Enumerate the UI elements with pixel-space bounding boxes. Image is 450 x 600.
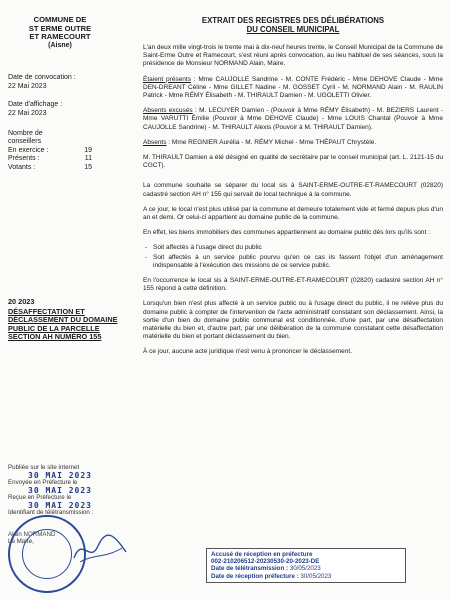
prefecture-receipt-box	[206, 548, 406, 583]
absents-text: : Mme REGNIER Aurélia - M. RÉMY Michel - Mme THÉPAUT Chrystèle.	[166, 138, 377, 146]
body-paragraph-4: En l'occurrence le local sis à SAINT-ERME-OUTRE-ET-RAMECOURT (02820) cadastré section AH n° 155 répond à cette définition.	[143, 277, 443, 293]
affichage-date: 22 Mai 2023	[8, 109, 47, 117]
presents-text: : Mme CAUJOLLE Sandrine - M. CONTE Frédéric - Mme DEHOVE Claude - Mme DEN-DREANT Céline - Mme GILLET Nadine - M. GOSSET Cyril - M. NORMAND Alain - M. RAULIN Patrick - Mme RÉMY Élisabeth - M. THIRAULT Damien - M. UGOLETTI Olivier.	[143, 75, 443, 100]
deliberation-heading	[8, 298, 134, 342]
count-row: Présents : 11	[8, 155, 92, 163]
presents-label: Étaient présents	[143, 75, 191, 83]
sent-label: Envoyée en Préfecture le	[8, 479, 78, 486]
receipt-title: Accusé de réception en préfecture	[211, 551, 313, 558]
body-paragraph-6: À ce jour, aucune acte juridique n'est venu à prononcer le déclassement.	[143, 348, 353, 356]
title-line-1: EXTRAIT DES REGISTRES DES DÉLIBÉRATIONS	[201, 16, 385, 25]
received-label: Reçue en Préfecture le	[8, 494, 72, 501]
commune-header	[8, 16, 112, 50]
commune-line-3: ET RAMECOURT	[29, 32, 91, 42]
deliberation-title: DÉSAFFECTATION ET DÉCLASSEMENT DU DOMAINE PUBLIC DE LA PARCELLE SECTION AH NUMÉRO 155	[8, 306, 118, 342]
published-date: 30 MAI 2023	[28, 470, 92, 480]
transmission-id-label: Identifiant de télétransmission :	[8, 509, 94, 516]
receipt-transmission-date: Date de télétransmission : 30/05/2023	[211, 565, 321, 573]
signer-role: Le Maire,	[8, 538, 34, 545]
conditions-list	[143, 244, 443, 270]
body-paragraph-1: La commune souhaite se séparer du local sis à SAINT-ERME-OUTRE-ET-RAMECOURT (02820) cadastré section AH n° 155 qui servait de local technique à la commune.	[143, 182, 443, 198]
received-date: 30 MAI 2023	[28, 500, 92, 510]
absents-excused-paragraph	[143, 107, 443, 132]
receipt-id: 002-210206512-20230530-20-2023-DE	[211, 558, 320, 566]
title-line-2: DU CONSEIL MUNICIPAL	[246, 25, 340, 34]
convocation-date: 22 Mai 2023	[8, 82, 47, 90]
list-item: - Soit affectés à l'usage direct du public	[143, 244, 443, 252]
presents-paragraph	[143, 76, 443, 101]
commune-line-2: ST ERME OUTRE	[28, 23, 92, 33]
department: (Aisne)	[48, 41, 72, 49]
published-label: Publiée sur le site internet	[8, 464, 80, 471]
body-paragraph-2: A ce jour, le local n'est plus utilisé par la commune et demeure totalement vide et fermé depuis plus d'un an et demi. Or celui-ci appartient au domaine public de la commune.	[143, 205, 443, 222]
count-row: En exercice : 19	[8, 146, 92, 154]
signer-name: Alain NORMAND	[8, 530, 56, 538]
councillor-counts	[8, 130, 134, 172]
document-title	[143, 16, 443, 34]
convocation-label: Date de convocation :	[8, 74, 76, 82]
intro-paragraph: L'an deux mille vingt-trois le trente mai à dix-neuf heures trente, le Conseil Municipal de la Commune de Saint-Erme Outre et Ramecourt, s'est réuni après convocation, au lieu habituel de ses séances, sous la présidence de Monsieur NORMAND Alain, Maire.	[143, 44, 443, 68]
mayor-signature	[70, 528, 130, 568]
list-item: - Soit affectés à un service public pourvu qu'en ce cas ils fassent l'objet d'un aménagement indispensable à l'exécution des missions de ce service public.	[143, 254, 443, 270]
sent-date: 30 MAI 2023	[28, 485, 92, 495]
affichage-label: Date d'affichage :	[8, 101, 63, 109]
count-row: Votants : 15	[8, 163, 92, 171]
count-row: conseillers	[8, 138, 42, 146]
seal-inner-ring	[22, 529, 72, 579]
body-paragraph-5: Lorsqu'un bien n'est plus affecté à un service public ou à l'usage direct du public, il ne relève plus du domaine public à compter de l'intervention de l'acte administratif constatant son déclassement. Ainsi, la sortie d'un bien du domaine public communal est conditionnée, d'une part, par une désaffectation matérielle du bien et, d'autre part, par une délibération de la commune constatant cette désaffectation matérielle du bien et portant déclassement du bien.	[143, 300, 443, 341]
commune-line-1: COMMUNE DE	[33, 15, 87, 24]
absents-label: Absents	[143, 138, 167, 146]
absents-paragraph	[143, 139, 443, 147]
main-body	[143, 16, 443, 364]
receipt-reception-date: Date de réception préfecture : 30/05/2023	[211, 572, 332, 580]
left-column	[8, 16, 134, 342]
absents-excused-text: : M. LECUYER Damien - (Pouvoir à Mme RÉMY Élisabeth) - M. BEZIERS Laurent - Mme VARUTTI Émilie (Pouvoir à Mme DEHOVE Claude) - Mme LOUIS Chantal (Pouvoir à Mme CAUJOLLE Sandrine) - M. THIRAULT Alexis (Pouvoir à M. THIRAULT Damien).	[143, 107, 443, 131]
absents-excused-label: Absents excusés	[143, 107, 193, 115]
count-row: Nombre de	[8, 130, 43, 137]
body-paragraph-3: En effet, les biens immobiliers des communes appartiennent au domaine public dès lors qu'ils sont :	[143, 229, 430, 237]
deliberation-number: 20 2023	[8, 297, 35, 307]
secretary-paragraph: M. THIRAULT Damien a été désigné en qualité de secrétaire par le conseil municipal (art. L. 2121-15 du CGCT).	[143, 154, 443, 170]
